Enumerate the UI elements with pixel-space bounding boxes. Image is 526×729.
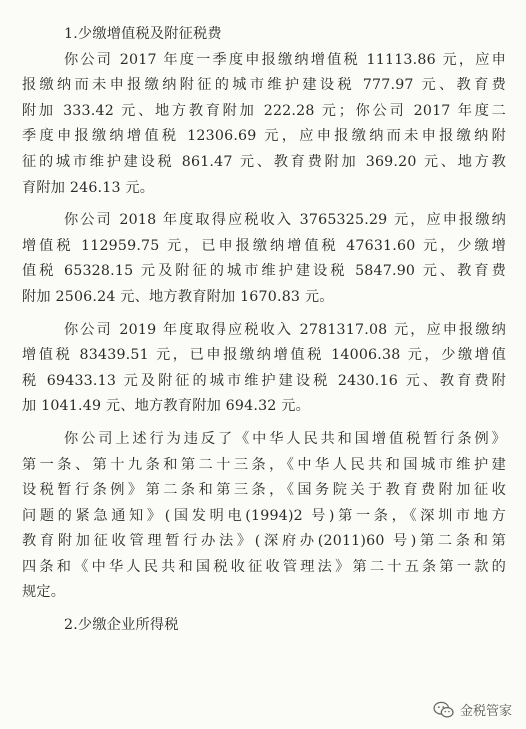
para3-line-1: 你公司 2019 年度取得应税收入 2781317.08 元，应申报缴纳: [64, 321, 506, 338]
section-heading-1: 1.少缴增值税及附征税费: [64, 26, 222, 42]
para4-line-4: 问题的紧急通知》(国发明电(1994)2 号)第一条，《深圳市地方: [22, 507, 506, 524]
para2-line-1: 你公司 2018 年度取得应税收入 3765325.29 元，应申报缴纳: [64, 212, 506, 229]
para3-line-2: 增值税 83439.51 元，已申报缴纳增值税 14006.38 元，少缴增值: [22, 347, 506, 364]
watermark-text: 金税管家: [459, 704, 512, 719]
para4-line-5: 教育附加征收管理暂行办法》(深府办(2011)60 号)第二条和第: [22, 533, 506, 550]
wechat-icon: [433, 701, 455, 719]
para4-line-2: 第一条、第十九条和第二十三条，《中华人民共和国城市维护建: [22, 456, 506, 473]
para1-line-2: 报缴纳而未申报缴纳附征的城市维护建设税 777.97 元、教育费: [22, 77, 506, 94]
para2-line-2: 增值税 112959.75 元，已申报缴纳增值税 47631.60 元，少缴增: [22, 237, 506, 254]
para3-line-4: 加 1041.49 元、地方教育附加 694.32 元。: [22, 398, 311, 415]
para4-line-1: 你公司上述行为违反了《中华人民共和国增值税暂行条例》: [64, 430, 506, 447]
paragraph-gap: [22, 420, 506, 427]
para2-line-4: 附加 2506.24 元、地方教育附加 1670.83 元。: [22, 288, 334, 305]
para1-line-6: 育附加 246.13 元。: [22, 179, 155, 196]
para4-line-6: 四条和《中华人民共和国税收征收管理法》第二十五条第一款的: [22, 558, 506, 575]
paragraph-gap: [22, 606, 506, 613]
watermark: [433, 700, 512, 719]
para1-line-1: 你公司 2017 年度一季度申报缴纳增值税 11113.86 元，应申: [64, 51, 506, 68]
para2-line-3: 值税 65328.15 元及附征的城市维护建设税 5847.90 元、教育费: [22, 263, 506, 280]
para4-line-7: 规定。: [22, 584, 66, 601]
para4-line-3: 设税暂行条例》第二条和第三条，《国务院关于教育费附加征收: [22, 482, 506, 499]
paragraph-gap: [22, 311, 506, 318]
para1-line-4: 季度申报缴纳增值税 12306.69 元，应申报缴纳而未申报缴纳附: [22, 128, 506, 145]
para1-line-5: 征的城市维护建设税 861.47 元、教育费附加 369.20 元、地方教: [22, 153, 506, 170]
paragraph-gap: [22, 201, 506, 208]
para1-line-3: 附加 333.42 元、地方教育附加 222.28 元；你公司 2017 年度二: [22, 102, 506, 119]
section-heading-2: 2.少缴企业所得税: [64, 617, 179, 634]
para3-line-3: 税 69433.13 元及附征的城市维护建设税 2430.16 元、教育费附: [22, 372, 506, 389]
